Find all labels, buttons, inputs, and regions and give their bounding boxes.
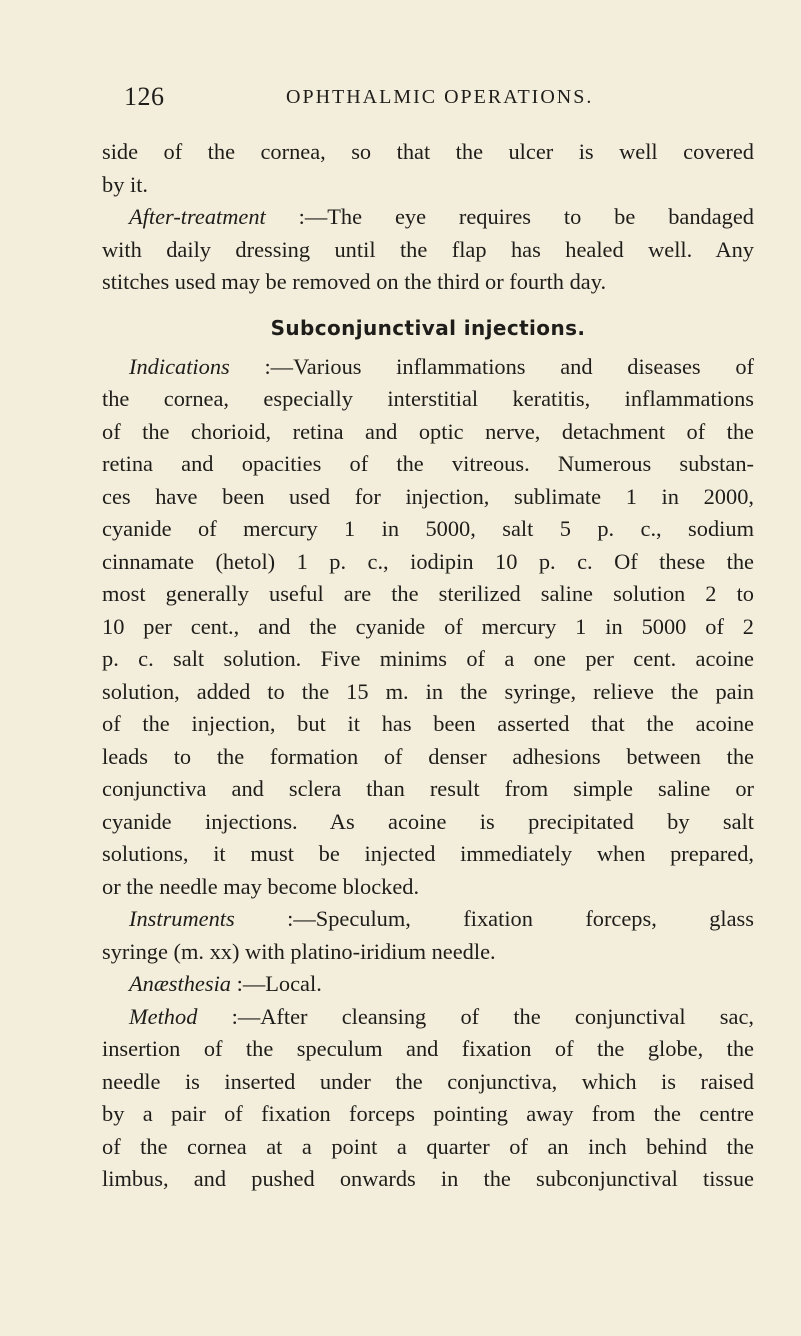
text-line: limbus, and pushed onwards in the subconjunctival tissue [102, 1166, 754, 1191]
paragraph-text: :—Local. [231, 971, 322, 996]
text-line: p. c. salt solution. Five minims of a one per cent. acoine [102, 646, 754, 671]
text-line: stitches used may be removed on the third or fourth day. [102, 269, 607, 294]
paragraph-instruments [102, 903, 754, 936]
text-line: cinnamate (hetol) 1 p. c., iodipin 10 p. c. Of these the [102, 548, 754, 574]
text-line: the cornea, especially interstitial keratitis, inflammations [102, 386, 754, 411]
running-title: OPHTHALMIC OPERATIONS. [286, 86, 594, 108]
text-line: or the needle may become blocked. [102, 873, 420, 899]
text-line: with daily dressing until the flap has healed well. Any [102, 236, 754, 262]
run-in-label: After-treatment [129, 204, 266, 229]
paragraph-text: :—The eye requires to be bandaged [265, 204, 754, 229]
text-line: of the cornea at a point a quarter of an inch behind the [102, 1133, 754, 1159]
paragraph-text: :—Various inflammations and diseases of [229, 353, 754, 379]
paragraph-method [102, 1001, 754, 1034]
paragraph-text: :—After cleansing of the conjunctival sac, [197, 1003, 754, 1029]
section-heading: Subconjunctival injections. [270, 315, 586, 340]
text-line: syringe (m. xx) with platino-iridium needle. [102, 938, 496, 964]
paragraph-anaesthesia [102, 968, 754, 1001]
running-head [124, 82, 744, 114]
run-in-label: Method [129, 1003, 198, 1029]
text-line: insertion of the speculum and fixation of the globe, the [102, 1036, 754, 1061]
paragraph-indications [102, 351, 754, 384]
paragraph-text: :—Speculum, fixation forceps, glass [234, 906, 754, 931]
page-number: 126 [124, 82, 165, 111]
text-line: conjunctiva and sclera than result from simple saline or [102, 776, 754, 801]
run-in-label: Instruments [129, 906, 235, 931]
text-line: leads to the formation of denser adhesions between the [102, 743, 754, 769]
text-line: most generally useful are the sterilized saline solution 2 to [102, 581, 754, 606]
text-line: cyanide injections. As acoine is precipitated by salt [102, 808, 754, 834]
text-line: by a pair of fixation forceps pointing away from the centre [102, 1101, 754, 1126]
text-line: ces have been used for injection, sublimate 1 in 2000, [102, 483, 754, 509]
text-line: of the chorioid, retina and optic nerve, detachment of the [102, 418, 754, 444]
paragraph-after-treatment [102, 201, 754, 234]
text-line: cyanide of mercury 1 in 5000, salt 5 p. c., sodium [102, 516, 754, 541]
text-line: needle is inserted under the conjunctiva, which is raised [102, 1068, 754, 1094]
text-line: solution, added to the 15 m. in the syringe, relieve the pain [102, 678, 754, 704]
text-line: retina and opacities of the vitreous. Numerous substan- [102, 451, 754, 476]
text-line: of the injection, but it has been asserted that the acoine [102, 711, 754, 736]
run-in-label: Indications [129, 353, 230, 379]
text-line: solutions, it must be injected immediately when prepared, [102, 841, 754, 866]
text-line: by it. [102, 171, 149, 197]
text-line: 10 per cent., and the cyanide of mercury 1 in 5000 of 2 [102, 613, 754, 639]
body-text [102, 136, 754, 1196]
run-in-label: Anæsthesia [129, 971, 232, 996]
text-line: side of the cornea, so that the ulcer is well covered [102, 139, 754, 164]
